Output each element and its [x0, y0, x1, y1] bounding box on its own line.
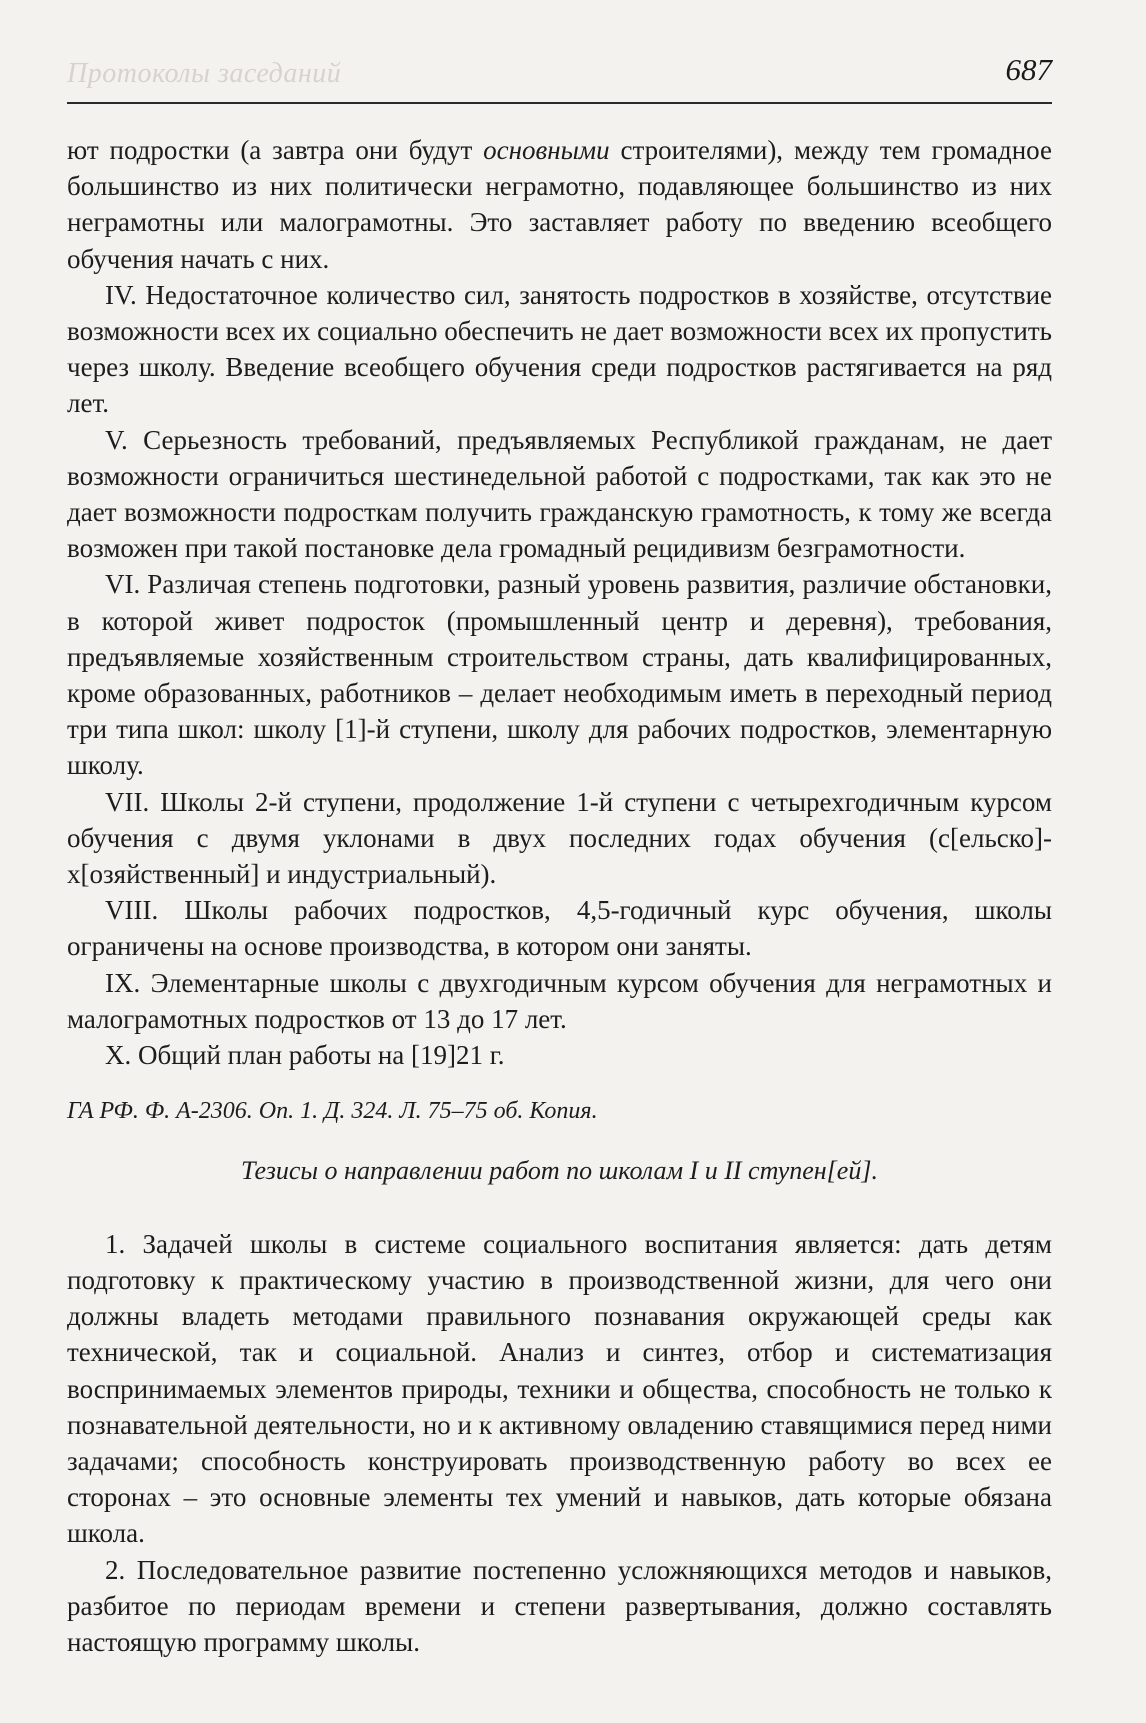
paragraph-iv: IV. Недостаточное количество сил, занятость подростков в хозяйстве, отсутствие возможности всех их социально обеспечить не дает возможности всех их пропустить через школу. Введение всеобщего обучения среди подростков растягивается на ряд лет.	[67, 279, 1052, 419]
running-title: Протоколы заседаний	[67, 58, 342, 89]
page-number: 687	[1005, 52, 1052, 87]
running-header	[67, 40, 1052, 104]
paragraph-continuation	[67, 132, 1052, 277]
main-text	[67, 132, 1052, 1660]
thesis-item-2: 2. Последовательное развитие постепенно усложняющихся методов и навыков, разбитое по периодам времени и степени развертывания, должно составлять настоящую программу школы.	[67, 1554, 1052, 1657]
paragraph-x: X. Общий план работы на [19]21 г.	[105, 1040, 505, 1071]
text-run: строителями), между тем громадное большинство из них политически неграмотно, подавляющее большинство из них неграмотны или малограмотны. Это заставляет работу по введению всеобщего обучения начать с них.	[67, 135, 1052, 274]
archive-source-reference: ГА РФ. Ф. А-2306. Оп. 1. Д. 324. Л. 75–75 об. Копия.	[67, 1098, 598, 1125]
paragraph-viii: VIII. Школы рабочих подростков, 4,5-годичный курс обучения, школы ограничены на основе производства, в котором они заняты.	[67, 895, 1052, 962]
emphasis-text: основными	[483, 135, 610, 165]
paragraph-vii: VII. Школы 2-й ступени, продолжение 1-й ступени с четырехгодичным курсом обучения с двумя уклонами в двух последних годах обучения (с[ельско]-х[озяйственный] и индустриальный).	[67, 786, 1052, 890]
book-page	[67, 40, 1052, 1680]
paragraph-ix: IX. Элементарные школы с двухгодичным курсом обучения для неграмотных и малограмотных подростков от 13 до 17 лет.	[67, 967, 1052, 1034]
text-run: ют подростки (а завтра они будут	[67, 135, 484, 165]
thesis-item-1: 1. Задачей школы в системе социального воспитания является: дать детям подготовку к практическому участию в производственной жизни, для чего они должны владеть методами правильного познавания окружающей среды как технической, так и социальной. Анализ и синтез, отбор и систематизация воспринимаемых элементов природы, техники и общества, способность не только к познавательной деятельности, но и к активному овладению ставящимися перед ними задачами; способность конструировать производственную работу во всех ее сторонах – это основные элементы тех умений и навыков, дать которые обязана школа.	[67, 1228, 1052, 1549]
paragraph-vi: VI. Различая степень подготовки, разный уровень развития, различие обстановки, в которой живет подросток (промышленный центр и деревня), требования, предъявляемые хозяйственным строительством страны, дать квалифицированных, кроме образованных, работников – делает необходимым иметь в переходный период три типа школ: школу [1]-й ступени, школу для рабочих подростков, элементарную школу.	[67, 569, 1052, 781]
paragraph-v: V. Серьезность требований, предъявляемых Республикой гражданам, не дает возможности ограничиться шестинедельной работой с подростками, так как это не дает возможности подросткам получить гражданскую грамотность, к тому же всегда возможен при такой постановке дела громадный рецидивизм безграмотности.	[67, 424, 1052, 564]
document-title: Тезисы о направлении работ по школам I и II ступен[ей].	[241, 1156, 878, 1186]
